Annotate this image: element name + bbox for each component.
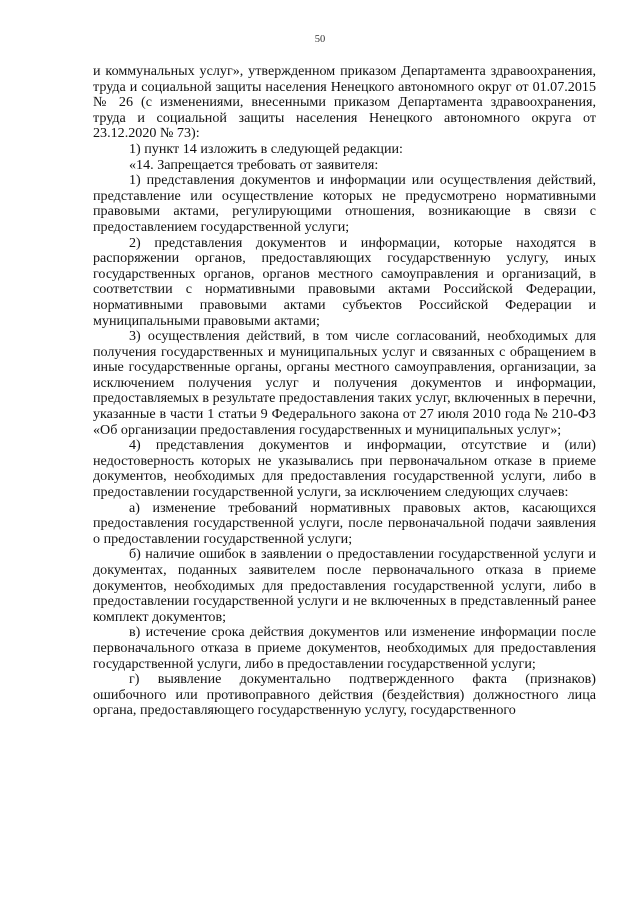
page-number: 50: [314, 34, 326, 45]
paragraph: г) выявление документально подтвержденного факта (признаков) ошибочного или противоправного действия (бездействия) должностного лица органа, предоставляющего государственную услугу, государственного: [93, 671, 596, 719]
document-body: [93, 64, 596, 719]
paragraph: 2) представления документов и информации, которые находятся в распоряжении органов, предоставляющих государственную услугу, иных государственных органов, органов местного самоуправления и организаций, в соответствии с нормативными правовыми актами Российской Федерации, нормативными правовыми актами субъектов Российской Федерации и муниципальными правовыми актами;: [93, 234, 596, 329]
paragraph: и коммунальных услуг», утвержденном приказом Департамента здравоохранения, труда и социальной защиты населения Ненецкого автономного округ от 01.07.2015 № 26 (с изменениями, внесенными приказом Департамента здравоохранения, труда и социальной защиты населения Ненецкого автономного округа от 23.12.2020 № 73):: [93, 63, 596, 142]
paragraph: 4) представления документов и информации, отсутствие и (или) недостоверность которых не указывались при первоначальном отказе в приеме документов, необходимых для предоставления государственной услуги, либо в предоставлении государственной услуги, за исключением следующих случаев:: [93, 437, 596, 501]
paragraph: «14. Запрещается требовать от заявителя:: [129, 156, 379, 173]
paragraph: 1) представления документов и информации или осуществления действий, представление или осуществление которых не предусмотрено нормативными правовыми актами, регулирующими отношения, возникающие в связи с предоставлением государственной услуги;: [93, 172, 596, 235]
paragraph: 3) осуществления действий, в том числе согласований, необходимых для получения государственных и муниципальных услуг и связанных с обращением в иные государственные органы, органы местного самоуправления, организации, за исключением получения услуг и получения документов и информации, предоставляемых в результате предоставления таких услуг, включенных в перечни, указанные в части 1 статьи 9 Федерального закона от 27 июля 2010 года № 210-ФЗ «Об организации предоставления государственных и муниципальных услуг»;: [93, 328, 596, 438]
paragraph: в) истечение срока действия документов или изменение информации после первоначального отказа в приеме документов, необходимых для предоставления государственной услуги, либо в предоставлении государственной услуги;: [93, 624, 596, 672]
paragraph: а) изменение требований нормативных правовых актов, касающихся предоставления государственной услуги, после первоначальной подачи заявления о предоставлении государственной услуги;: [93, 499, 596, 547]
paragraph: 1) пункт 14 изложить в следующей редакции:: [129, 140, 403, 157]
paragraph: б) наличие ошибок в заявлении о предоставлении государственной услуги и документах, поданных заявителем после первоначального отказа в приеме документов, необходимых для предоставления государственной услуги, либо в предоставлении государственной услуги и не включенных в представленный ранее комплект документов;: [93, 546, 596, 625]
